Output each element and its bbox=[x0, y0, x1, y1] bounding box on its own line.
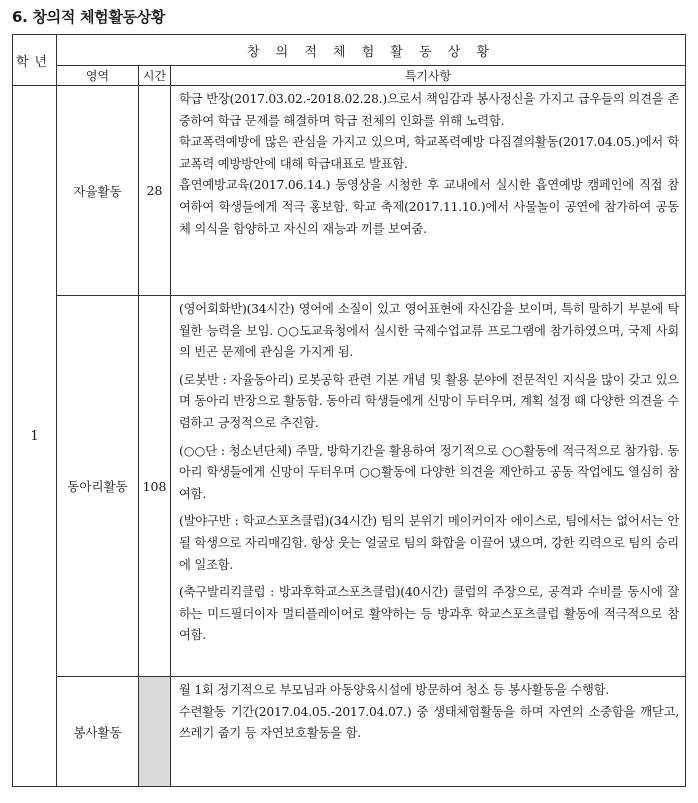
hours-volunteer bbox=[139, 677, 171, 787]
header-hours: 시간 bbox=[139, 66, 171, 86]
header-area: 영역 bbox=[57, 66, 139, 86]
notes-autonomous bbox=[171, 86, 686, 296]
note-paragraph: 흡연예방교육(2017.06.14.) 동영상을 시청한 후 교내에서 실시한 흡연예방 캠페인에 직접 참여하여 학생들에게 적극 홍보함. 학교 축제(2017.11.10.)에서 사물놀이 공연에 참가하여 공동체 의식을 함양하고 자신의 재능과 끼를 보여줌. bbox=[179, 178, 679, 236]
note-paragraph: (발야구반 : 학교스포츠클럽)(34시간) 팀의 분위기 메이커이자 에이스로, 팀에서는 없어서는 안 될 학생으로 자리매김함. 항상 웃는 얼굴로 팀의 화합을 이끌어 냈으며, 강한 킥력으로 팀의 승리에 일조함. bbox=[179, 514, 679, 572]
table-row-autonomous bbox=[13, 86, 686, 296]
hours-autonomous: 28 bbox=[139, 86, 171, 296]
note-paragraph: (○○단 : 청소년단체) 주말, 방학기간을 활용하여 정기적으로 ○○활동에 적극적으로 참가함. 동아리 학생들에게 신망이 두터우며 ○○활동에 다양한 의견을 제안하고 공동 작업에도 열심히 참여함. bbox=[179, 443, 679, 501]
note-paragraph: 월 1회 정기적으로 부모님과 아동양육시설에 방문하여 청소 등 봉사활동을 수행함. bbox=[179, 683, 610, 697]
notes-club bbox=[171, 296, 686, 677]
note-paragraph: (영어회화반)(34시간) 영어에 소질이 있고 영어표현에 자신감을 보이며, 특히 말하기 부분에 탁월한 능력을 보임. ○○도교육청에서 실시한 국제수업교류 프로그램에 참가하였으며, 국제 사회의 빈곤 문제에 관심을 가지게 됨. bbox=[179, 302, 679, 360]
section-title: 6. 창의적 체험활동상황 bbox=[12, 8, 166, 26]
area-volunteer: 봉사활동 bbox=[57, 677, 139, 787]
header-main-title: 창 의 적 체 험 활 동 상 황 bbox=[57, 35, 686, 66]
header-row-main bbox=[13, 35, 686, 66]
header-row-sub bbox=[13, 66, 686, 86]
note-paragraph: 수련활동 기간(2017.04.05.-2017.04.07.) 중 생태체험활동을 하며 자연의 소중함을 깨닫고, 쓰레기 줍기 등 자연보호활동을 함. bbox=[179, 704, 679, 741]
note-paragraph: (축구발리킥클럽 : 방과후학교스포츠클럽)(40시간) 클럽의 주장으로, 공격과 수비를 동시에 잘하는 미드필더이자 멀티플레이어로 활약하는 등 방과후 학교스포츠클럽 활동에 적극적으로 참여함. bbox=[179, 585, 679, 643]
note-paragraph: 학급 반장(2017.03.02.-2018.02.28.)으로서 책임감과 봉사정신을 가지고 급우들의 의견을 존중하여 학급 문제를 해결하며 학급 전체의 인화를 위해 노력함. bbox=[179, 92, 679, 128]
note-paragraph: (로봇반 : 자율동아리) 로봇공학 관련 기본 개념 및 활용 분야에 전문적인 지식을 많이 갖고 있으며 동아리 반장으로 활동함. 동아리 학생들에게 신망이 두터우며, 계획 설정 때 다양한 의견을 수렴하고 긍정적으로 추진함. bbox=[179, 372, 679, 430]
notes-volunteer bbox=[171, 677, 686, 787]
area-autonomous: 자율활동 bbox=[57, 86, 139, 296]
creative-activities-table bbox=[12, 34, 686, 787]
hours-club: 108 bbox=[139, 296, 171, 677]
table-row-club bbox=[13, 296, 686, 677]
note-paragraph: 학교폭력예방에 많은 관심을 가지고 있으며, 학교폭력예방 다짐결의활동(2017.04.05.)에서 학교폭력 예방방안에 대해 학급대표로 발표함. bbox=[179, 135, 679, 171]
area-club: 동아리활동 bbox=[57, 296, 139, 677]
header-notes: 특기사항 bbox=[171, 66, 686, 86]
table-row-volunteer bbox=[13, 677, 686, 787]
grade-value: 1 bbox=[13, 86, 57, 787]
header-grade: 학년 bbox=[13, 35, 57, 86]
